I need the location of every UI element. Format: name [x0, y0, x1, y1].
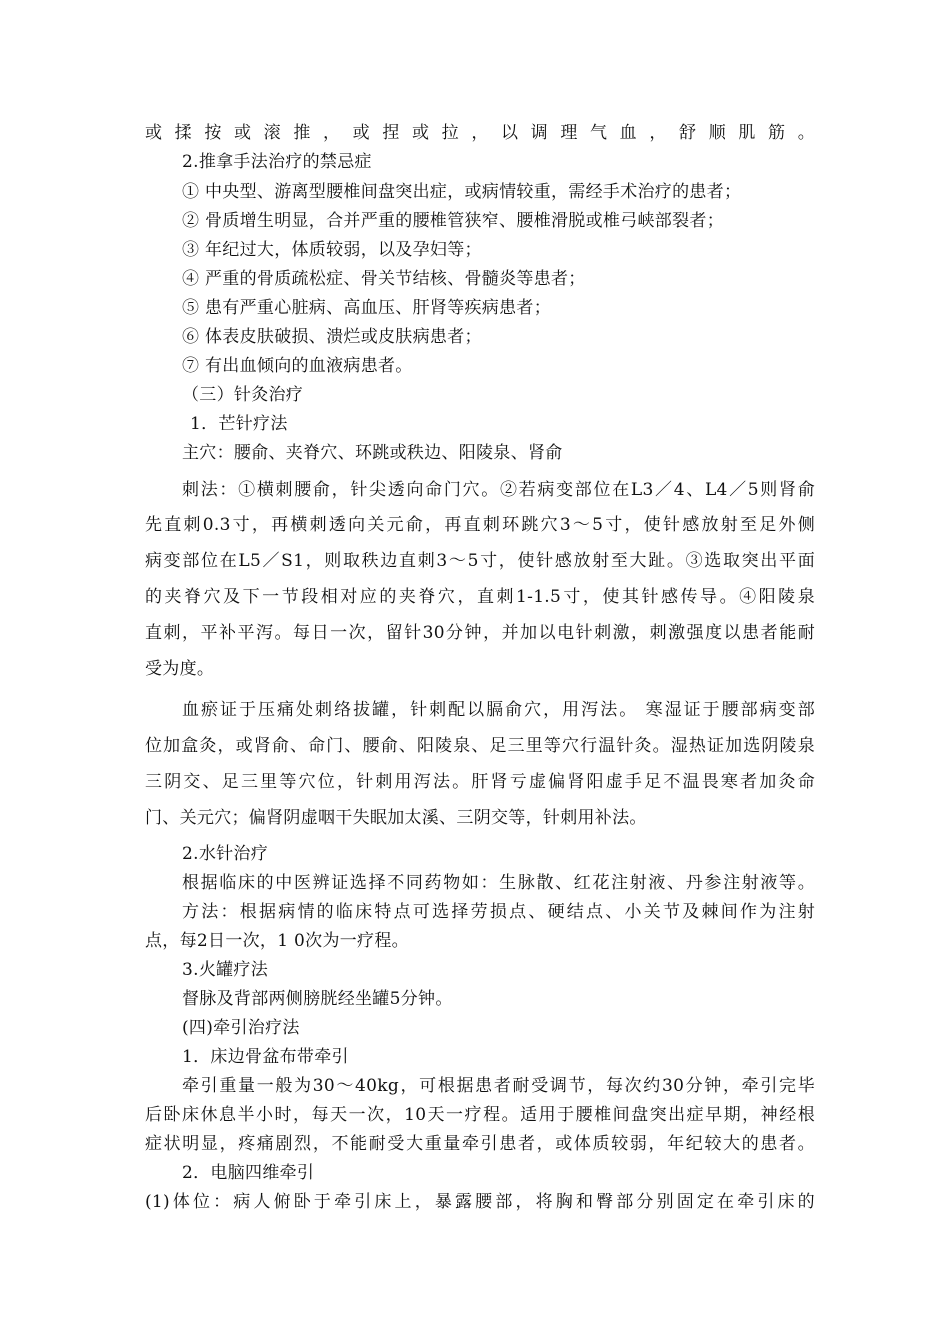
subsection-heading: 1．床边骨盆布带牵引	[182, 1047, 349, 1067]
list-item: ① 中央型、游离型腰椎间盘突出症，或病情较重，需经手术治疗的患者；	[182, 182, 742, 202]
text-line: 位加盒灸，或肾俞、命门、腰俞、阳陵泉、足三里等穴行温针灸。湿热证加选阴陵泉	[145, 736, 815, 756]
list-item: ⑤ 患有严重心脏病、高血压、肝肾等疾病患者；	[182, 298, 552, 318]
list-item: ⑥ 体表皮肤破损、溃烂或皮肤病患者；	[182, 327, 482, 347]
text-line: 督脉及背部两侧膀胱经坐罐5分钟。	[182, 989, 453, 1009]
subsection-heading: 3.火罐疗法	[182, 960, 269, 980]
text-line: 直刺，平补平泻。每日一次，留针30分钟，并加以电针刺激，刺激强度以患者能耐	[145, 623, 815, 643]
list-item: ③ 年纪过大，体质较弱，以及孕妇等；	[182, 240, 482, 260]
text-line: 点，每2日一次，1 0次为一疗程。	[145, 931, 409, 951]
text-line: 或揉按或滚推，或捏或拉，以调理气血，舒顺肌筋。	[145, 123, 815, 143]
text-line: 病变部位在L5／S1，则取秩边直刺3～5寸，使针感放射至大趾。③选取突出平面	[145, 551, 815, 571]
text-line: 症状明显，疼痛剧烈，不能耐受大重量牵引患者，或体质较弱，年纪较大的患者。	[145, 1134, 815, 1154]
section-heading: （三）针灸治疗	[182, 385, 304, 405]
subsection-heading: 2.水针治疗	[182, 844, 269, 864]
text-line: 主穴：腰俞、夹脊穴、环跳或秩边、阳陵泉、肾俞	[182, 443, 563, 463]
subsection-heading: 2．电脑四维牵引	[182, 1163, 315, 1183]
text-line: 门、关元穴；偏肾阴虚咽干失眠加太溪、三阴交等，针刺用补法。	[145, 808, 647, 828]
text-line: 牵引重量一般为30～40kg，可根据患者耐受调节，每次约30分钟，牵引完毕	[182, 1076, 815, 1096]
text-line: 受为度。	[145, 659, 215, 679]
section-heading: (四)牵引治疗法	[182, 1018, 300, 1038]
text-line: 刺法：①横刺腰俞，针尖透向命门穴。②若病变部位在L3／4、L4／5则肾俞	[182, 480, 815, 500]
text-line: 先直刺0.3寸，再横刺透向关元俞，再直刺环跳穴3～5寸，使针感放射至足外侧	[145, 515, 815, 535]
text-line: 后卧床休息半小时，每天一次，10天一疗程。适用于腰椎间盘突出症早期，神经根	[145, 1105, 815, 1125]
list-item: ④ 严重的骨质疏松症、骨关节结核、骨髓炎等患者；	[182, 269, 586, 289]
text-line: 血瘀证于压痛处刺络拔罐，针刺配以膈俞穴，用泻法。 寒湿证于腰部病变部	[182, 700, 815, 720]
list-item: ⑦ 有出血倾向的血液病患者。	[182, 356, 413, 376]
list-item: ② 骨质增生明显，合并严重的腰椎管狭窄、腰椎滑脱或椎弓峡部裂者；	[182, 211, 725, 231]
text-line: 三阴交、足三里等穴位，针刺用泻法。肝肾亏虚偏肾阳虚手足不温畏寒者加灸命	[145, 772, 815, 792]
section-heading: 2.推拿手法治疗的禁忌症	[182, 152, 372, 172]
text-line: (1)体位：病人俯卧于牵引床上，暴露腰部，将胸和臀部分别固定在牵引床的	[145, 1192, 815, 1212]
subsection-heading: 1．芒针疗法	[190, 414, 288, 434]
text-line: 根据临床的中医辨证选择不同药物如：生脉散、红花注射液、丹参注射液等。	[182, 873, 815, 893]
text-line: 的夹脊穴及下一节段相对应的夹脊穴，直刺1-1.5寸，使其针感传导。④阳陵泉	[145, 587, 815, 607]
text-line: 方法：根据病情的临床特点可选择劳损点、硬结点、小关节及棘间作为注射	[182, 902, 815, 922]
